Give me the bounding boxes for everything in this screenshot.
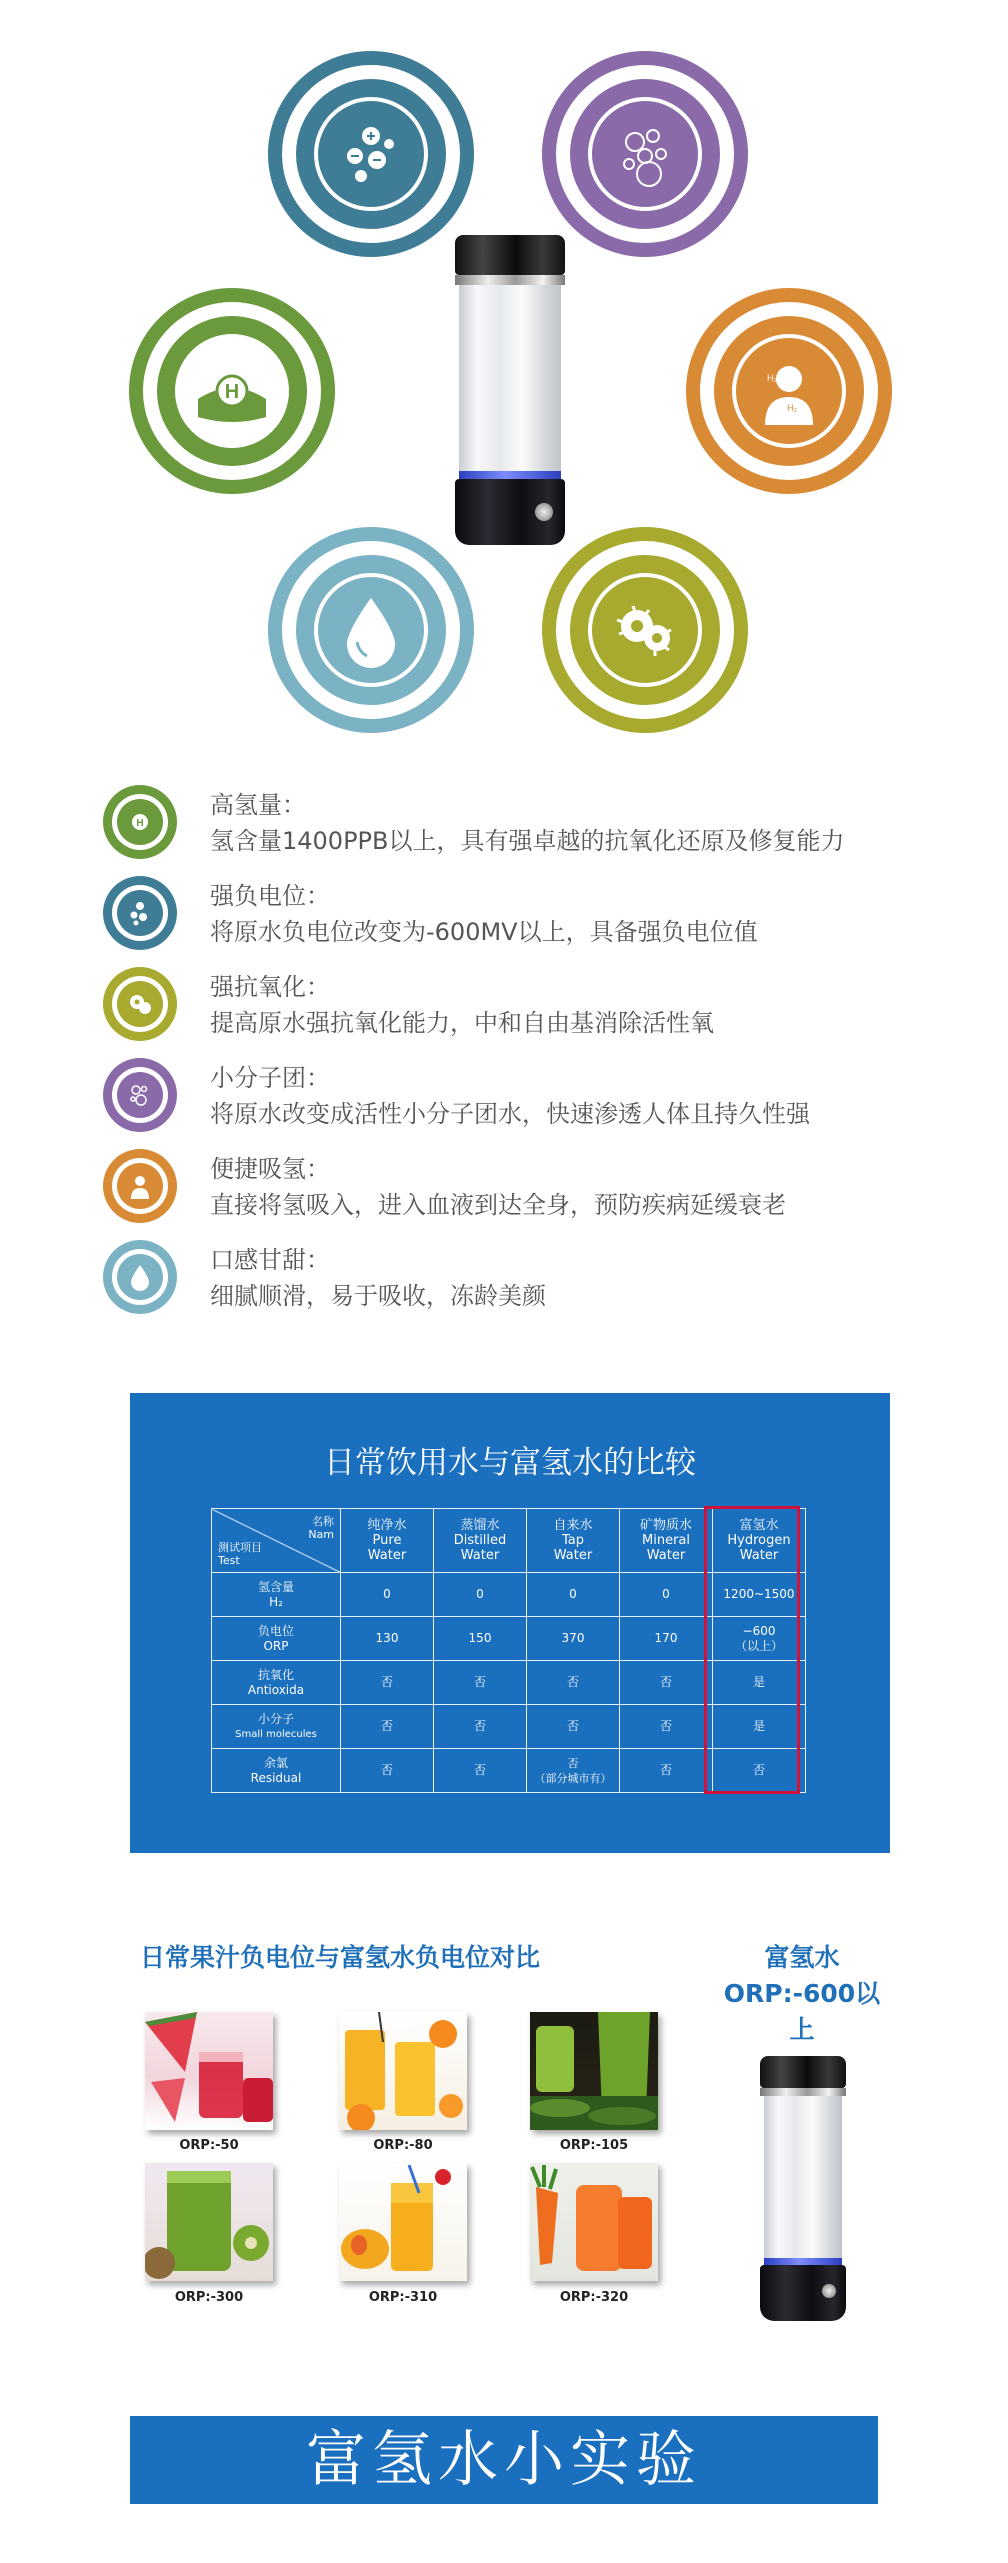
orp-label: ORP:-300	[174, 2290, 244, 2305]
kiwi-juice-image	[145, 2163, 273, 2281]
table-cell: 否	[341, 1705, 434, 1749]
orp-label: ORP:-320	[559, 2290, 629, 2305]
ring-negative-potential	[268, 51, 474, 257]
svg-text:H: H	[136, 818, 144, 829]
table-cell: 0	[527, 1573, 620, 1617]
row-label: 小分子 Small molecules	[212, 1705, 341, 1749]
table-cell: 否	[434, 1661, 527, 1705]
feature-title: 便捷吸氢：	[210, 1155, 330, 1183]
table-cell: 1200~1500	[713, 1573, 806, 1617]
feature-item	[103, 785, 963, 865]
row-label: 负电位 ORP	[212, 1617, 341, 1661]
table-cell: 150	[434, 1617, 527, 1661]
comparison-panel	[130, 1393, 890, 1853]
carrot-juice-image	[530, 2163, 658, 2281]
hydrogen-water-column-highlight	[704, 1506, 800, 1794]
comparison-title: 日常饮用水与富氢水的比较	[324, 1445, 696, 1481]
featured-title-line2: ORP:-600以上	[723, 1979, 881, 2044]
column-header: 自来水 Tap Water	[527, 1509, 620, 1573]
table-cell: 130	[341, 1617, 434, 1661]
ring-antioxidant	[542, 527, 748, 733]
water-drop-icon	[331, 590, 411, 670]
orp-label: ORP:-80	[373, 2138, 433, 2153]
experiment-banner: 富氢水小实验	[130, 2416, 878, 2504]
ring-small-molecule	[542, 51, 748, 257]
hydrogen-badge-icon	[192, 351, 272, 431]
table-cell: 是	[713, 1661, 806, 1705]
column-header: 蒸馏水 Distilled Water	[434, 1509, 527, 1573]
person-h2-icon	[749, 351, 829, 431]
hydrogen-water-bottle-image	[455, 235, 565, 545]
featured-title-line1: 富氢水	[764, 1943, 840, 1972]
table-cell: 0	[341, 1573, 434, 1617]
table-cell: 否	[527, 1661, 620, 1705]
orp-label: ORP:-105	[559, 2138, 629, 2153]
featured-bottle-image	[760, 2056, 846, 2321]
corner-test-label: 测试项目	[218, 1541, 262, 1554]
feature-description: 提高原水强抗氧化能力，中和自由基消除活性氧	[210, 1009, 714, 1037]
table-cell: 否	[341, 1661, 434, 1705]
feature-description: 氢含量1400PPB以上，具有强卓越的抗氧化还原及修复能力	[210, 827, 845, 855]
table-cell: 否 （部分城市有）	[527, 1749, 620, 1793]
column-header: 富氢水 Hydrogen Water	[713, 1509, 806, 1573]
table-cell: 否	[713, 1749, 806, 1793]
feature-title: 小分子团：	[210, 1064, 330, 1092]
cells-icon	[124, 988, 156, 1020]
table-cell: 0	[620, 1573, 713, 1617]
watermelon-juice-image	[145, 2012, 273, 2130]
person-h2-icon	[124, 1170, 156, 1202]
table-cell: 否	[620, 1705, 713, 1749]
feature-title: 强抗氧化：	[210, 973, 330, 1001]
table-cell: 否	[620, 1749, 713, 1793]
table-corner-header	[212, 1509, 341, 1573]
electron-icon	[331, 114, 411, 194]
feature-description: 将原水负电位改变为-600MV以上，具备强负电位值	[210, 918, 758, 946]
table-cell: −600 （以上）	[713, 1617, 806, 1661]
svg-text:H₂: H₂	[787, 403, 797, 413]
ring-high-hydrogen	[129, 288, 335, 494]
row-label: 余氯 Residual	[212, 1749, 341, 1793]
table-cell: 否	[527, 1705, 620, 1749]
corner-test-label-en: Test	[218, 1554, 240, 1567]
cucumber-juice-image	[530, 2012, 658, 2130]
table-cell: 否	[341, 1749, 434, 1793]
table-cell: 否	[434, 1749, 527, 1793]
water-drop-icon	[124, 1261, 156, 1293]
feature-item	[103, 967, 963, 1047]
table-cell: 否	[434, 1705, 527, 1749]
row-label: 抗氧化 Antioxida	[212, 1661, 341, 1705]
feature-title: 高氢量：	[210, 791, 306, 819]
row-label: 氢含量 H₂	[212, 1573, 341, 1617]
table-cell: 370	[527, 1617, 620, 1661]
ring-inhale-hydrogen	[686, 288, 892, 494]
bubbles-icon	[124, 1079, 156, 1111]
orp-label: ORP:-50	[179, 2138, 239, 2153]
table-cell: 是	[713, 1705, 806, 1749]
corner-name-label-en: Nam	[308, 1528, 334, 1541]
cells-icon	[605, 590, 685, 670]
electron-icon	[124, 897, 156, 929]
table-cell: 170	[620, 1617, 713, 1661]
corner-name-label: 名称	[312, 1515, 334, 1528]
feature-item	[103, 1058, 963, 1138]
svg-text:H₂: H₂	[767, 373, 777, 383]
feature-description: 直接将氢吸入，进入血液到达全身，预防疾病延缓衰老	[210, 1191, 786, 1219]
feature-item	[103, 1149, 963, 1229]
bubbles-icon	[605, 114, 685, 194]
column-header: 纯净水 Pure Water	[341, 1509, 434, 1573]
feature-description: 将原水改变成活性小分子团水，快速渗透人体且持久性强	[210, 1100, 810, 1128]
featured-title	[712, 1940, 892, 2048]
column-header: 矿物质水 Mineral Water	[620, 1509, 713, 1573]
hydrogen-badge-icon	[124, 806, 156, 838]
feature-description: 细腻顺滑，易于吸收，冻龄美颜	[210, 1282, 546, 1310]
orange-juice-image	[339, 2012, 467, 2130]
table-cell: 0	[434, 1573, 527, 1617]
feature-item	[103, 876, 963, 956]
mango-juice-image	[339, 2163, 467, 2281]
feature-title: 口感甘甜：	[210, 1246, 330, 1274]
orp-label: ORP:-310	[368, 2290, 438, 2305]
feature-title: 强负电位：	[210, 882, 330, 910]
table-cell: 否	[620, 1661, 713, 1705]
svg-text:H: H	[224, 381, 240, 403]
feature-item	[103, 1240, 963, 1320]
ring-sweet-taste	[268, 527, 474, 733]
juice-section-title: 日常果汁负电位与富氢水负电位对比	[140, 1943, 541, 1972]
